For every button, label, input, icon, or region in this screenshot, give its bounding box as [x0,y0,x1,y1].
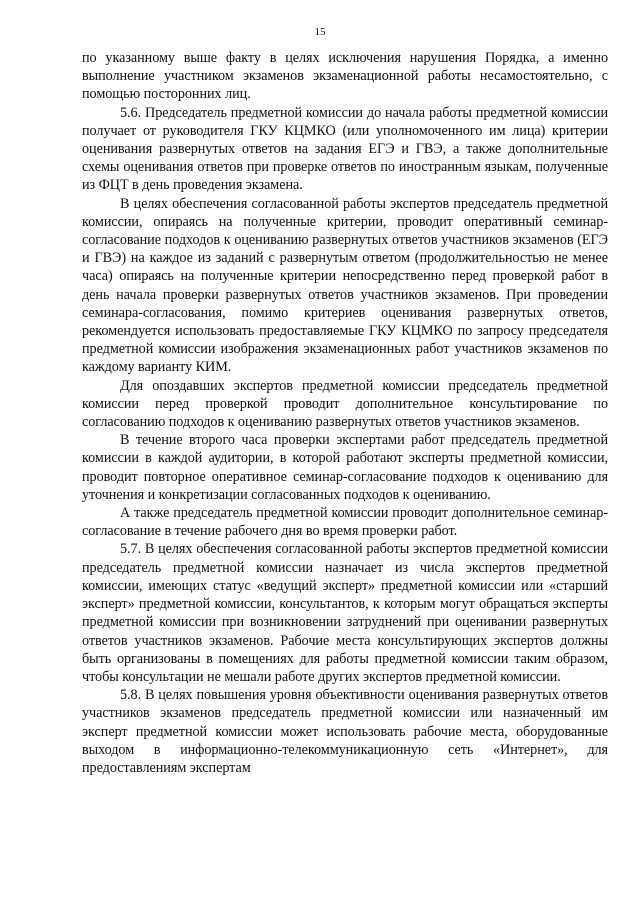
paragraph-late-experts: Для опоздавших экспертов предметной комиссии председатель предметной комиссии перед проверкой проводит дополнительное консультирование по согласованию подходов к оцениванию развернутых ответов участников экзаменов. [82,377,608,431]
document-body [82,49,608,777]
page-number: 15 [314,26,326,38]
paragraph-second-hour: В течение второго часа проверки экспертами работ председатель предметной комиссии в каждой аудитории, в которой работают эксперты предметной комиссии, проводит повторное оперативное семинар-согласование подходов к оцениванию для уточнения и конкретизации согласованных подходов к оцениванию. [82,432,608,503]
paragraph-seminar: В целях обеспечения согласованной работы экспертов председатель предметной комиссии, опираясь на полученные критерии, проводит оперативный семинар-согласование подходов к оцениванию развернутых ответов участников экзаменов (ЕГЭ и ГВЭ) на каждое из заданий с развернутым ответом (продолжительностью не менее часа) опираясь на полученные критерии непосредственно перед проверкой работ в день начала проверки развернутых ответов участников экзаменов. При проведении семинара-согласования, помимо критериев оценивания развернутых ответов, рекомендуется использовать предоставляемые ГКУ КЦМКО по запросу председателя предметной комиссии изображения экзаменационных работ участников экзаменов по каждому варианту КИМ. [82,195,608,376]
paragraph-5-7: 5.7. В целях обеспечения согласованной работы экспертов предметной комиссии председатель предметной комиссии назначает из числа экспертов предметной комиссии, имеющих статус «ведущий эксперт» предметной комиссии или «старший эксперт» предметной комиссии, консультантов, к которым могут обращаться эксперты предметной комиссии при возникновении затруднений при оценивании развернутых ответов участников экзаменов. Рабочие места консультирующих экспертов должны быть организованы в помещениях для работы предметной комиссии таким образом, чтобы консультации не мешали работе других экспертов предметной комиссии. [82,541,608,685]
paragraph-5-8: 5.8. В целях повышения уровня объективности оценивания развернутых ответов участников экзаменов председатель предметной комиссии или назначенный им эксперт предметной комиссии может использовать рабочие места, оборудованные выходом в информационно-телекоммуникационную сеть «Интернет», для предоставлениям экспертам [82,687,608,776]
paragraph-additional-seminar: А также председатель предметной комиссии проводит дополнительное семинар-согласование в течение рабочего дня во время проверки работ. [82,505,608,540]
paragraph-continuation: по указанному выше факту в целях исключения нарушения Порядка, а именно выполнение участником экзаменов экзаменационной работы несамостоятельно, с помощью посторонних лиц. [82,50,608,103]
paragraph-5-6: 5.6. Председатель предметной комиссии до начала работы предметной комиссии получает от руководителя ГКУ КЦМКО (или уполномоченного им лица) критерии оценивания развернутых ответов на задания ЕГЭ и ГВЭ, а также дополнительные схемы оценивания ответов при проверке ответов по иностранным языкам, полученные из ФЦТ в день проведения экзамена. [82,104,608,194]
